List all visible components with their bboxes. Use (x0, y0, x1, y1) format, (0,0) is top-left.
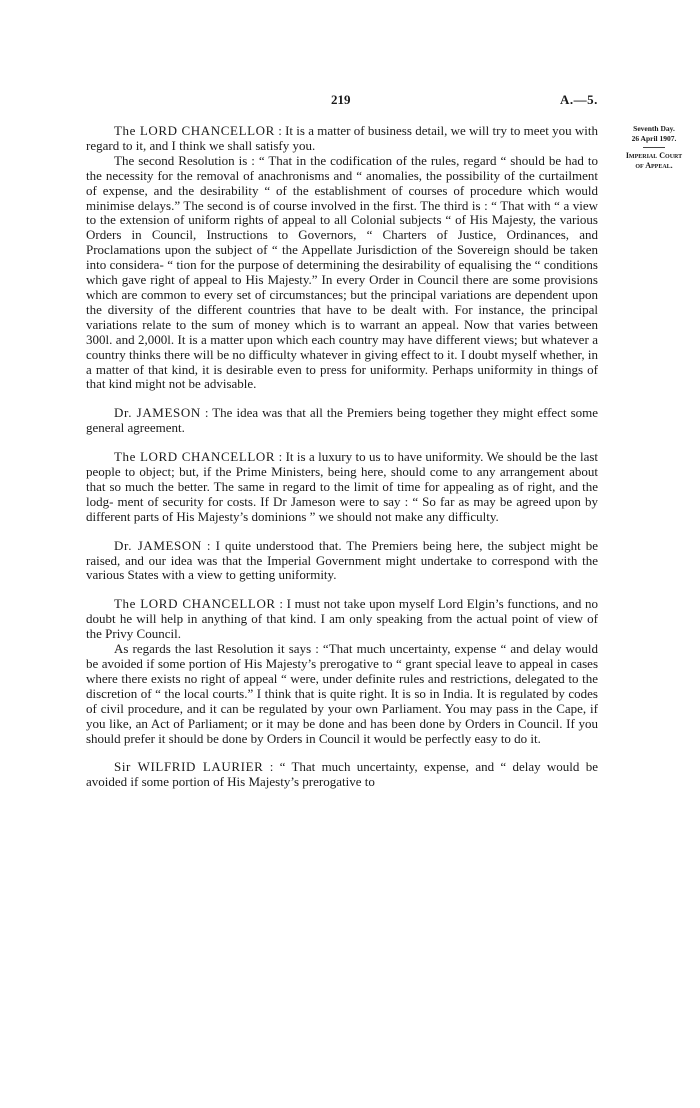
speaker-name: Sir WILFRID LAURIER (114, 759, 264, 775)
margin-date: 26 April 1907. (631, 134, 677, 143)
paragraph-text: : It is a matter of business detail, we will try to meet you with regard to it, and I think we shall satisfy you. (86, 123, 599, 153)
paragraph (86, 450, 598, 525)
speaker-name: The LORD CHANCELLOR (114, 123, 275, 138)
paragraph-text: The second Resolution is : “ That in the codification of the rules, regard “ should be had to the necessity for the removal of anachronisms and “ anomalies, the possibility of the curtailment of expense, and the desirability “ of the establishment of courses of procedure which would minimise delays.” The second is of course involved in the first. The third is : “ That with “ a view to the extension of uniform rights of appeal to all Colonial subjects “ of His Majesty, the various Orders in Council, Instructions to Governors, “ Charters of Justice, Ordinances, and Proclamations upon the subject of “ the Appellate Jurisdiction of the Sovereign should be taken into considera- “ tion for the purpose of determining the desirability of equalising the “ conditions which gave right of appeal to His Majesty.” In every Order in Council there are some provisions which are common to every set of circumstances; but the principal variations are dependent upon the diversity of the different countries that have to be dealt with. For instance, the principal variations relate to the sum of money which is to warrant an appeal. Now that varies between 300l. and 2,000l. It is a matter upon which each country may have different views; but whatever a country thinks there will be no difficulty whatever in giving effect to it. I doubt myself whether, in a matter of that kind, it is desirable even to press for uniformity. Perhaps uniformity in things of that kind might not be advisable. (86, 152, 598, 392)
margin-court-line2: of Appeal. (635, 161, 673, 170)
page-reference: A.—5. (560, 92, 598, 107)
page-number: 219 (331, 92, 351, 107)
paragraph (86, 642, 598, 746)
paragraph (86, 539, 598, 584)
margin-note (612, 124, 696, 171)
speaker-name: Dr. JAMESON (114, 405, 201, 421)
paragraph-text: : It is a luxury to us to have uniformity. We should be the last people to object; but, if the Prime Ministers, being here, should come to any arrangement about that so much the better. The same in regard to the limit of time for appealing as of right, and the lodg- ment of security for costs. If Dr Jameson were to say : “ So far as may be agreed upon by different parts of His Majesty’s dominions ” we should not make any difficulty. (86, 449, 599, 524)
paragraph-text: : I must not take upon myself Lord Elgin’s functions, and no doubt he will help in anything of that kind. I am only speaking from the actual point of view of the Privy Council. (86, 596, 599, 642)
paragraph-text: : The idea was that all the Premiers being together they might effect some general agreement. (86, 405, 599, 436)
paragraph-text: As regards the last Resolution it says : “That much uncertainty, expense “ and delay would be avoided if some portion of His Majesty’s prerogative to “ grant special leave to appeal in cases where there exists no right of appeal “ were, under definite rules and restrictions, delegated to the discretion of “ the local courts.” I think that is quite right. It is so in India. It is regulated by codes of civil procedure, and it can be regulated by your own Parliament. You may pass in the Cape, if you like, an Act of Parliament; or it may be done and has been done by Orders in Council. If you should prefer it should be done by Orders in Council it would be perfectly easy to do it. (86, 641, 598, 746)
speaker-name: The LORD CHANCELLOR (114, 449, 276, 465)
paragraph (86, 124, 598, 154)
margin-rule (643, 147, 665, 148)
paragraph (86, 154, 598, 393)
paragraph (86, 760, 598, 790)
paragraph-text: : I quite understood that. The Premiers being here, the subject might be raised, and our idea was that the Imperial Government might undertake to correspond with the various States with a view to getting uniformity. (86, 537, 598, 583)
margin-day: Seventh Day. (633, 124, 675, 133)
speaker-name: The LORD CHANCELLOR (114, 596, 276, 612)
paragraph (86, 597, 598, 642)
paragraph (86, 406, 598, 436)
paragraph-text: : “ That much uncertainty, expense, and “ delay would be avoided if some portion of His Majesty’s prerogative to (86, 759, 598, 790)
margin-court-line1: Imperial Court (625, 151, 683, 160)
speaker-name: Dr. JAMESON (114, 537, 202, 553)
body-text (86, 124, 598, 790)
